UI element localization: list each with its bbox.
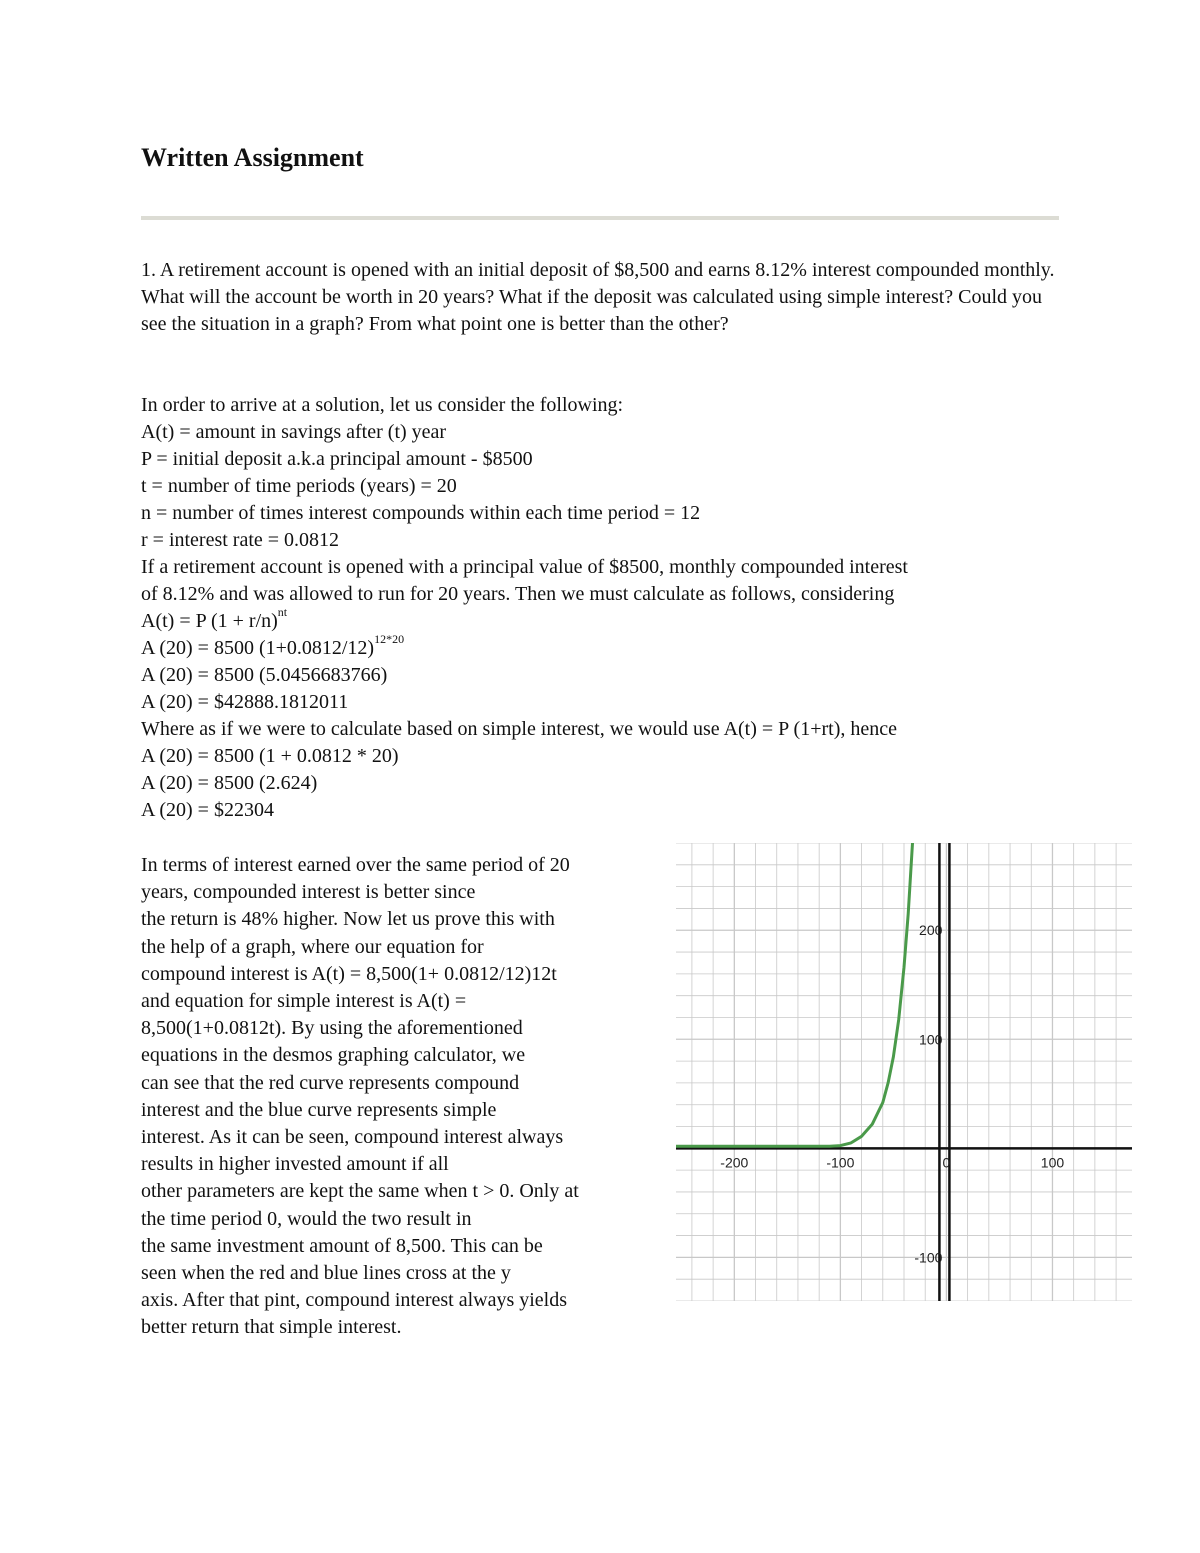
compound-formula — [141, 605, 1071, 635]
title-divider — [141, 216, 1059, 220]
conclusion-line: can see that the red curve represents compound — [141, 1071, 520, 1094]
conclusion-line: the help of a graph, where our equation for — [141, 935, 484, 958]
simple-step-1: A (20) = 8500 (1 + 0.0812 * 20) — [141, 745, 399, 767]
conclusion-paragraph — [141, 852, 671, 1342]
conclusion-line: years, compounded interest is better since — [141, 881, 476, 904]
solution-work — [141, 392, 1071, 824]
paragraph-line-1: If a retirement account is opened with a principal value of $8500, monthly compounded interest — [141, 556, 908, 578]
work-intro: In order to arrive at a solution, let us consider the following: — [141, 394, 624, 416]
conclusion-line: better return that simple interest. — [141, 1316, 402, 1339]
conclusion-line: In terms of interest earned over the same period of 20 — [141, 854, 570, 876]
compound-step-1-exponent: 12*20 — [374, 632, 405, 647]
question-text: 1. A retirement account is opened with an initial deposit of $8,500 and earns 8.12% interest compounded monthly. What will the account be worth in 20 years? What if the deposit was calculated using simple interest? Could you see the situation in a graph? From what point one is better than the other? — [141, 259, 1055, 335]
conclusion-line: and equation for simple interest is A(t) = — [141, 990, 467, 1013]
definition-a: A(t) = amount in savings after (t) year — [141, 421, 447, 443]
y-tick-label: -100 — [914, 1249, 943, 1266]
compound-formula-exponent: nt — [277, 605, 288, 620]
x-tick-label: 0 — [942, 1154, 951, 1171]
conclusion-line: results in higher invested amount if all — [141, 1153, 449, 1176]
y-tick-label: 100 — [919, 1031, 943, 1048]
compound-formula-base: A(t) = P (1 + r/n) — [141, 610, 278, 632]
conclusion-line: compound interest is A(t) = 8,500(1+ 0.0812/12)12t — [141, 962, 557, 985]
conclusion-line: equations in the desmos graphing calculator, we — [141, 1044, 526, 1067]
compound-step-2: A (20) = 8500 (5.0456683766) — [141, 664, 388, 686]
compound-result: A (20) = $42888.1812011 — [141, 691, 349, 713]
conclusion-line: interest. As it can be seen, compound interest always — [141, 1126, 564, 1149]
definition-r: r = interest rate = 0.0812 — [141, 529, 340, 551]
graph-curves — [676, 843, 913, 1146]
graph-grid — [676, 843, 1132, 1301]
x-tick-label: 100 — [1040, 1154, 1065, 1171]
simple-step-2: A (20) = 8500 (2.624) — [141, 772, 318, 794]
desmos-graph — [676, 843, 1132, 1301]
growth-curve — [676, 843, 913, 1146]
conclusion-line: the same investment amount of 8,500. This can be — [141, 1234, 543, 1257]
y-tick-label: 200 — [919, 922, 943, 939]
page-title: Written Assignment — [141, 143, 364, 172]
conclusion-line: interest and the blue curve represents simple — [141, 1098, 497, 1121]
compound-step-1-base: A (20) = 8500 (1+0.0812/12) — [141, 637, 375, 659]
conclusion-line: seen when the red and blue lines cross at the y — [141, 1262, 511, 1285]
simple-intro: Where as if we were to calculate based on simple interest, we would use A(t) = P (1+rt), hence — [141, 718, 897, 740]
definition-n: n = number of times interest compounds within each time period = 12 — [141, 502, 701, 524]
conclusion-line: other parameters are kept the same when t > 0. Only at — [141, 1180, 579, 1203]
conclusion-line: the time period 0, would the two result in — [141, 1207, 472, 1230]
definition-t: t = number of time periods (years) = 20 — [141, 475, 457, 497]
simple-result: A (20) = $22304 — [141, 799, 274, 821]
x-tick-label: -100 — [826, 1154, 855, 1171]
compound-step-1 — [141, 632, 1071, 662]
conclusion-line: the return is 48% higher. Now let us prove this with — [141, 908, 555, 931]
x-tick-label: -200 — [720, 1154, 749, 1171]
conclusion-line: axis. After that pint, compound interest always yields — [141, 1289, 568, 1312]
definition-p: P = initial deposit a.k.a principal amount - $8500 — [141, 448, 533, 470]
conclusion-line: 8,500(1+0.0812t). By using the aforementioned — [141, 1017, 523, 1040]
paragraph-line-2: of 8.12% and was allowed to run for 20 years. Then we must calculate as follows, considering — [141, 583, 895, 605]
